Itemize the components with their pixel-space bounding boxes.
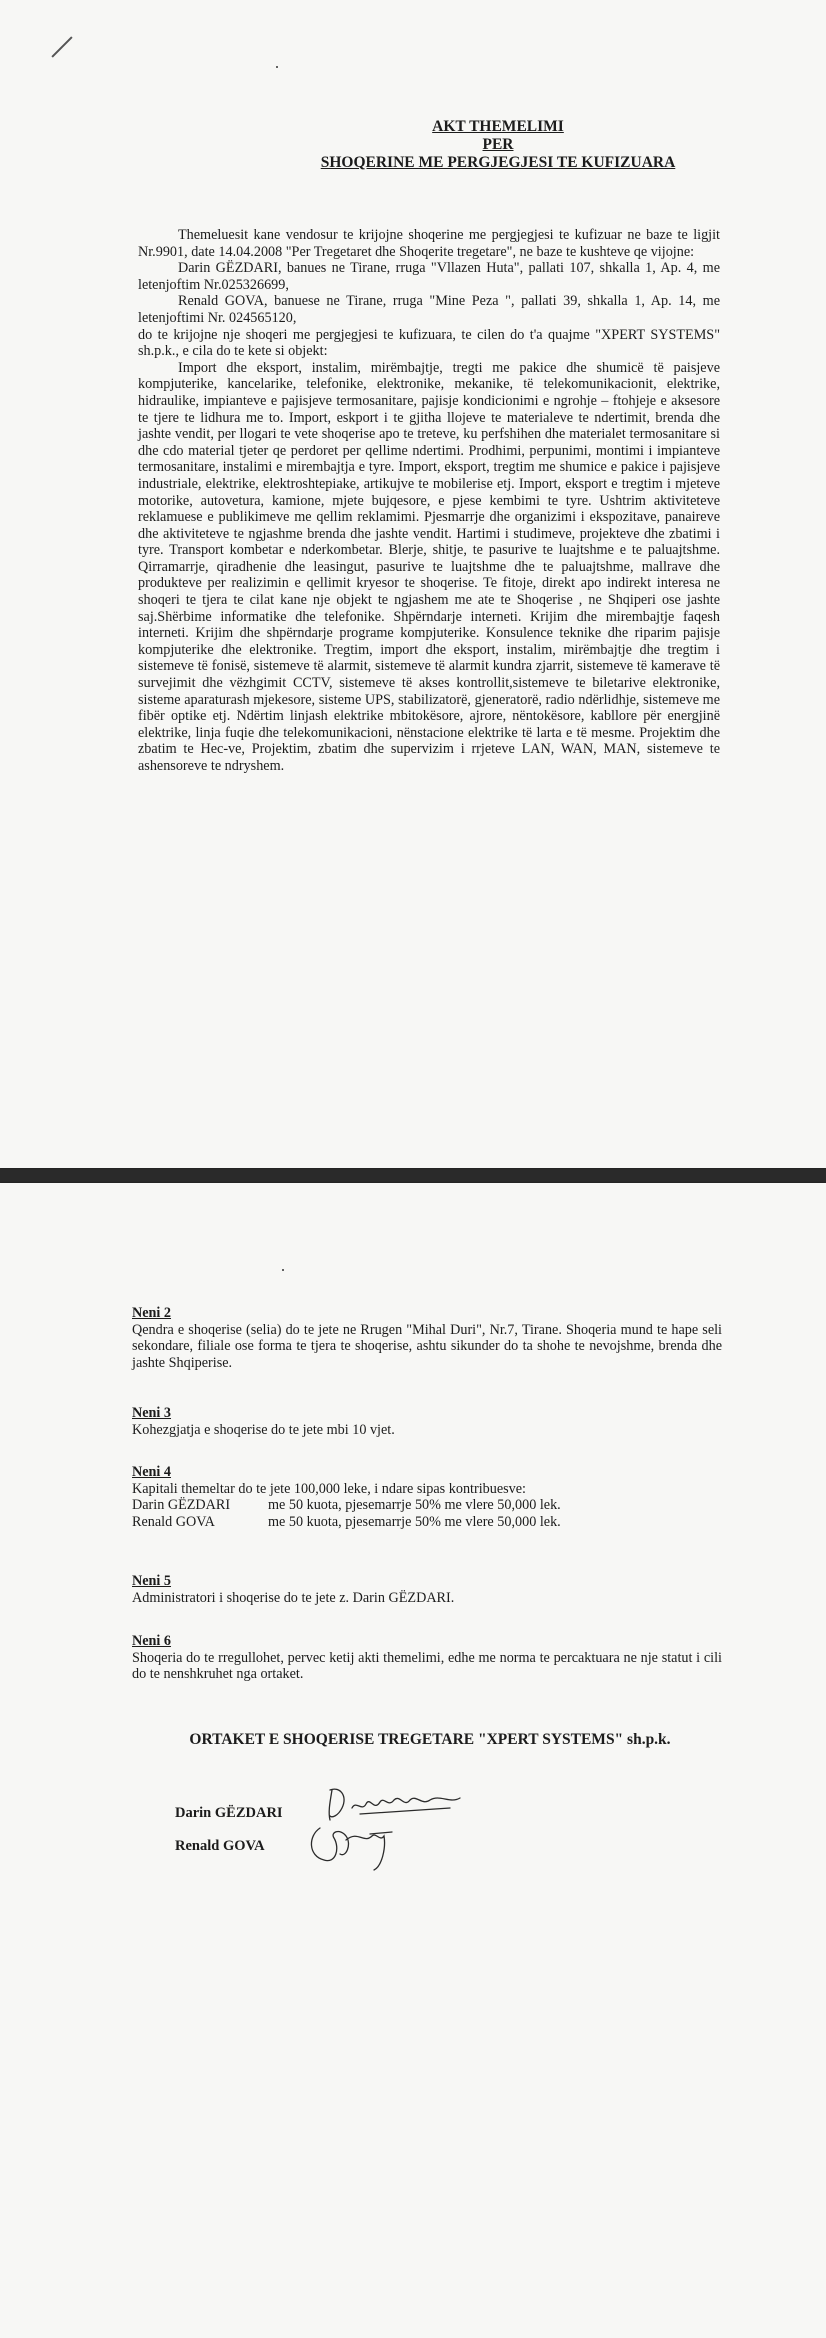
partners-heading: ORTAKET E SHOQERISE TREGETARE "XPERT SYSTEMS" sh.p.k. [189,1731,671,1748]
business-object-paragraph: Import dhe eksport, instalim, mirëmbajtje, tregti me pakice dhe shumicë të paisjeve kompjuterike, kancelarike, telefonike, elektronike, mekanike, të telekomunikacionit, elektrike, hidraulike, impianteve e pajisjeve termosanitare, pajisje kondicionimi e ngrohje – ftohjeje e aksesore te tjere te lidhura me to. Import, eskport i te gjitha llojeve te materialeve te ndertimit, brenda dhe jashte vendit, per llogari te vete shoqerise apo te treteve, ku perfshihen dhe materialet termosanitare si dhe cdo material tjeter qe perdoret per qellime ndertimi. Prodhimi, perpunimi, montimi i impianteve termosanitare, instalimi e mirembajtja e tyre. Import, eksport, tregtim me shumice e pakice i pajisjeve industriale, elektrike, elektroshtepiake, artikujve te mobilerise etj. Import, eksport e tregtim i mjeteve motorike, autovetura, kamione, mjete bujqesore, e pjese kembimi te tyre. Ushtrim aktiviteteve reklamuese e publikimeve me qellim reklamimi. Pjesmarrje dhe organizimi i ekspozitave, panaireve dhe aktiviteteve te ngjashme brenda dhe jashte vendit. Hartimi i studimeve, projekteve dhe zbatimi i tyre. Transport kombetar e nderkombetar. Blerje, shitje, te pasurive te luajtshme e te paluajtshme. Qirramarrje, qiradhenie dhe leasingut, pasurive te luajtshme dhe te paluajtshme, mallrave dhe produkteve per realizimin e qellimit kryesor te shoqerise. Te fitoje, direkt apo indirekt interesa ne shoqeri te tjera te cilat kane nje objekt te ngjashem me ate te Shoqerise , ne Shqiperi ose jashte saj.Shërbime informatike dhe telefonike. Shpërndarje interneti. Krijim dhe mirembajtje faqesh interneti. Krijim dhe shpërndarje programe kompjuterike. Konsulence teknike dhe riparim pajisje kompjuterike dhe elektronike. Tregtim, import dhe eksport, instalim, mirëmbajtje dhe tregtim i sistemeve të fonisë, sistemeve të alarmit, sistemeve të alarmit kundra zjarrit, sistemeve të kamerave të survejimit dhe vëzhgimit CCTV, sistemeve të akses kontrollit,sistemeve te biletarive elektronike, sisteme aparaturash mjekesore, sisteme UPS, stabilizatorë, gjeneratorë, radio ndërlidhje, sistemeve me fibër optike etj. Ndërtim linjash elektrike mbitokësore, ajrore, nëntokësore, kabllore për energjinë elektrike, linja fuqie dhe telekomunikacioni, nënstacione elektrike të larta e të mesme. Projektim dhe zbatim te Hec-ve, Projektim, zbatim dhe supervizim i rrjeteve LAN, WAN, MAN, sistemeve te ashensoreve te ndryshem. [138,359,720,774]
article-3-text: Kohezgjatja e shoqerise do te jete mbi 10 vjet. [132,1421,395,1438]
contributor-name: Renald GOVA [132,1513,215,1530]
title-line-1: AKT THEMELIMI [432,118,564,135]
signature-stroke [360,1808,450,1814]
contributor-row [132,1497,722,1514]
article-3-heading: Neni 3 [132,1405,172,1421]
founding-act-body [138,227,720,775]
article-2-heading: Neni 2 [132,1305,172,1321]
scan-speck [282,1269,284,1271]
signer-name-2: Renald GOVA [175,1838,265,1854]
article-4-heading: Neni 4 [132,1464,172,1480]
title-line-3: SHOQERINE ME PERGJEGJESI TE KUFIZUARA [320,154,676,171]
founder-1-paragraph: Darin GËZDARI, banues ne Tirane, rruga "Vllazen Huta", pallati 107, shkalla 1, Ap. 4, me letenjoftim Nr.025326699, [138,260,720,293]
signature-stroke [370,1832,392,1834]
signer-name-1: Darin GËZDARI [175,1805,283,1821]
document-page-1 [0,0,826,1168]
scan-speck [276,66,278,68]
handwritten-signatures-icon [300,1778,515,1873]
signature-stroke [352,1798,460,1808]
article-6-heading: Neni 6 [132,1633,172,1649]
article-4 [132,1464,722,1530]
intro-paragraph: Themeluesit kane vendosur te krijojne shoqerine me pergjegjesi te kufizuar ne baze te ligjit Nr.9901, date 14.04.2008 "Per Tregetaret dhe Shoqerite tregetare", ne baze te kushteve qe vijojne: [138,227,720,260]
article-3 [132,1405,722,1438]
article-5-text: Administratori i shoqerise do te jete z. Darin GËZDARI. [132,1589,455,1606]
article-5-heading: Neni 5 [132,1573,172,1589]
founder-2-paragraph: Renald GOVA, banuese ne Tirane, rruga "Mine Peza ", pallati 39, shkalla 1, Ap. 14, me letenjoftimi Nr. 024565120, [138,293,720,326]
article-6-text: Shoqeria do te rregullohet, pervec ketij akti themelimi, edhe me norma te percaktuara ne nje statut i cili do te nenshkruhet nga ortaket. [132,1649,722,1683]
company-name-paragraph: do te krijojne nje shoqeri me pergjegjesi te kufizuara, te cilen do t'a quajme "XPERT SYSTEMS" sh.p.k., e cila do te kete si objekt: [138,326,720,360]
scan-mark [51,36,72,57]
contributor-share: me 50 kuota, pjesemarrje 50% me vlere 50,000 lek. [268,1513,561,1530]
article-6 [132,1633,722,1683]
article-4-text: Kapitali themeltar do te jete 100,000 leke, i ndare sipas kontribuesve: [132,1480,526,1497]
contributor-name: Darin GËZDARI [132,1497,231,1514]
document-page-2 [0,1183,826,2338]
contributor-share: me 50 kuota, pjesemarrje 50% me vlere 50,000 lek. [268,1497,561,1514]
article-5 [132,1573,722,1606]
signature-stroke [329,1789,344,1820]
article-2-text: Qendra e shoqerise (selia) do te jete ne Rrugen "Mihal Duri", Nr.7, Tirane. Shoqeria mund te hape seli sekondare, filiale ose forma te tjera te shoqerise, ashtu sikunder do ta shohe te nevojshme, brenda dhe jashte Shqiperise. [132,1321,722,1371]
article-2 [132,1305,722,1371]
document-title [0,118,826,172]
contributor-row [132,1514,722,1531]
title-line-2: PER [482,136,514,153]
